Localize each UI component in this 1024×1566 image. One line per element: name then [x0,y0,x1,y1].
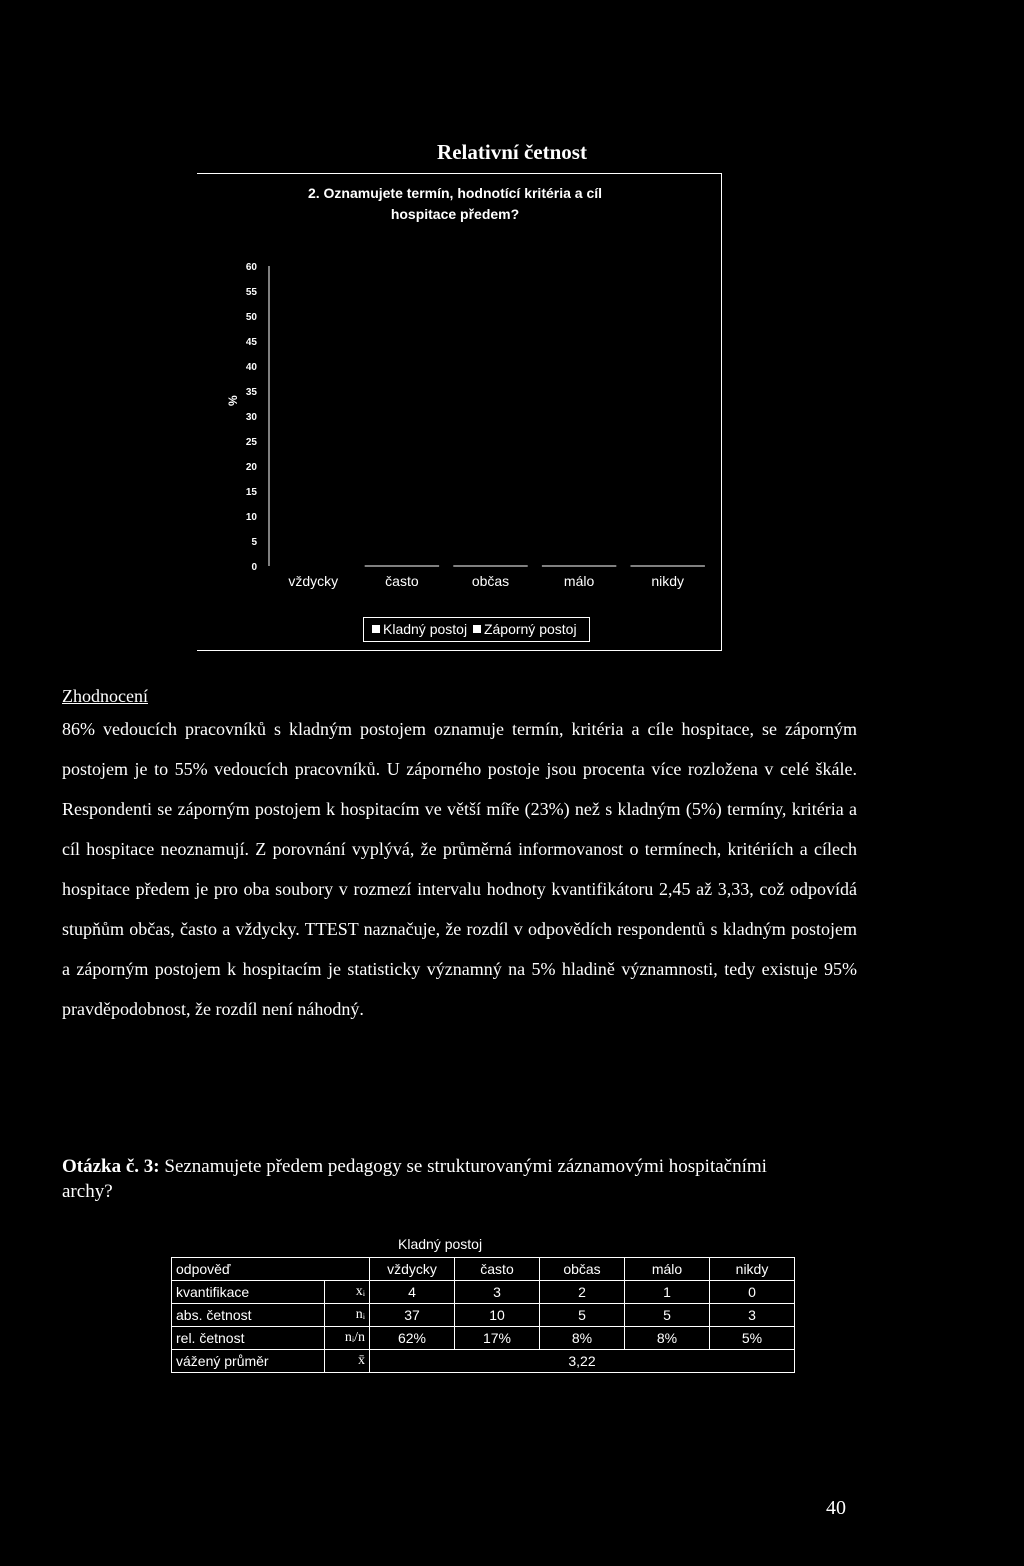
table-header-label: odpověď [172,1258,370,1281]
table-cell: 2 [540,1281,625,1304]
row-symbol: nᵢ/n [325,1327,370,1350]
table-cell: 8% [540,1327,625,1350]
table-cell: 8% [625,1327,710,1350]
table-cell: 10 [455,1304,540,1327]
y-tick-label: 25 [245,437,257,448]
weighted-mean-value: 3,22 [370,1350,795,1373]
table-cell: 5% [710,1327,795,1350]
table-header-row [172,1258,795,1281]
question-3-label: Otázka č. 3: [62,1156,160,1177]
legend-swatch-negative [473,625,481,633]
row-symbol: xᵢ [325,1281,370,1304]
row-symbol: x̄ [325,1350,370,1373]
table-cell: 62% [370,1327,455,1350]
table-row [172,1304,795,1327]
table-cell: 0 [710,1281,795,1304]
y-tick-label: 55 [245,287,257,298]
table-row-weighted-mean [172,1350,795,1373]
x-tick-label: vždycky [288,573,339,589]
x-tick-label: nikdy [651,573,685,589]
y-tick-label: 5 [251,537,257,548]
chart-title-line-2: hospitace předem? [390,206,520,222]
table-cell: 5 [540,1304,625,1327]
table-row [172,1281,795,1304]
chart-title-line-1: 2. Oznamujete termín, hodnotící kritéria a cíl [307,185,603,201]
table-header-cell: vždycky [370,1258,455,1281]
y-tick-label: 50 [245,312,257,323]
table-header-cell: často [455,1258,540,1281]
evaluation-paragraph: 86% vedoucích pracovníků s kladným postojem oznamuje termín, kritéria a cíle hospitace, se záporným postojem je to 55% vedoucích pracovníků. U záporného postoje jsou procenta více rozložena v celé škále. Respondenti se záporným postojem k hospitacím ve větší míře (23%) než s kladným (5%) termíny, kritéria a cíl hospitace neoznamují. Z porovnání vyplývá, že průměrná informovanost o termínech, kritériích a cílech hospitace předem je pro oba soubory v rozmezí intervalu hodnoty kvantifikátoru 2,45 až 3,33, což odpovídá stupňům občas, často a vždycky. TTEST naznačuje, že rozdíl v odpovědích respondentů s kladným postojem a záporným postojem k hospitacím je statisticky významný na 5% hladině významnosti, tedy existuje 95% pravděpodobnost, že rozdíl není náhodný. [62,719,857,1019]
y-tick-label: 30 [245,412,257,423]
x-tick-label: málo [563,573,595,589]
y-tick-label: 45 [245,337,257,348]
table-header-cell: málo [625,1258,710,1281]
x-tick-label: často [385,573,419,589]
y-tick-label: 10 [245,512,257,523]
table-header-cell: občas [540,1258,625,1281]
table-title: Kladný postoj [398,1236,483,1252]
legend-swatch-positive [372,625,380,633]
legend-label-positive: Kladný postoj [383,621,468,637]
chart-title [230,183,680,225]
table-cell: 5 [625,1304,710,1327]
question-3-text: Seznamujete předem pedagogy se strukturovanými záznamovými hospitačními archy? [62,1156,767,1202]
y-tick-label: 15 [245,487,257,498]
table-cell: 37 [370,1304,455,1327]
y-tick-label: 20 [245,462,257,473]
table-row [172,1327,795,1350]
table-cell: 1 [625,1281,710,1304]
question-3 [62,1154,822,1204]
table-cell: 3 [455,1281,540,1304]
y-axis-label: % [226,395,240,406]
page-number: 40 [826,1497,846,1519]
y-tick-label: 35 [245,387,257,398]
table-header-cell: nikdy [710,1258,795,1281]
table-cell: 3 [710,1304,795,1327]
evaluation-heading: Zhodnocení [62,686,148,706]
relative-frequency-title: Relativní četnost [437,140,587,164]
row-label: rel. četnost [172,1327,325,1350]
table-cell: 4 [370,1281,455,1304]
row-label: abs. četnost [172,1304,325,1327]
y-tick-label: 0 [251,562,257,573]
chart-legend [363,617,590,642]
chart-container [197,173,722,651]
y-tick-label: 40 [245,362,257,373]
y-tick-label: 60 [245,262,257,273]
table-cell: 17% [455,1327,540,1350]
bar-chart [197,174,722,652]
x-tick-label: občas [471,573,510,589]
row-symbol: nᵢ [325,1304,370,1327]
frequency-table [171,1257,795,1373]
row-label: vážený průměr [172,1350,325,1373]
legend-label-negative: Záporný postoj [483,621,577,637]
row-label: kvantifikace [172,1281,325,1304]
